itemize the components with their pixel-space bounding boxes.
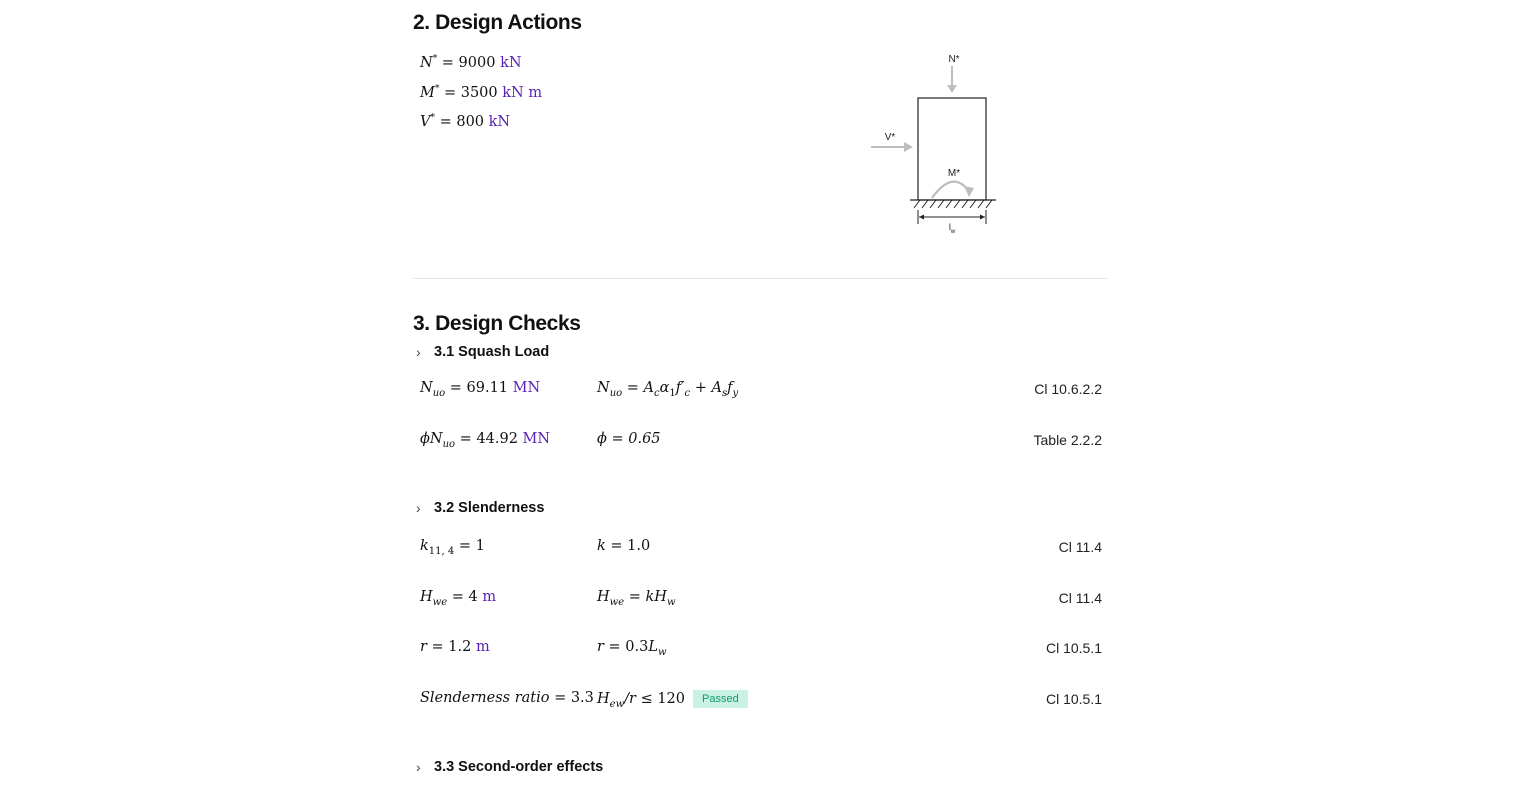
formula: ϕ = 0.65 [597, 431, 661, 447]
action-shear: V* = 800 kN [420, 113, 511, 130]
clause-reference: Cl 11.4 [1058, 539, 1102, 555]
check-row [420, 431, 1102, 455]
clause-reference: Cl 10.5.1 [1045, 691, 1102, 707]
action-axial: N* = 9000 kN [420, 54, 522, 71]
check-row [420, 690, 1102, 714]
subsection-toggle-slenderness[interactable] [416, 500, 544, 516]
check-row [420, 639, 1102, 663]
status-badge: Passed [693, 690, 748, 708]
shear-load-arrowhead [904, 142, 913, 152]
formula: $r = 0.3L_w$ [597, 639, 667, 658]
subsection-toggle-squash-load[interactable] [416, 344, 549, 360]
moment-label: M* [947, 168, 961, 179]
dimension-arrow-right [980, 215, 985, 220]
wall-outline [918, 98, 986, 200]
wall-loading-diagram [868, 48, 1003, 238]
result-value: $\phi N_{uo} = 44.92$ MN [420, 431, 551, 450]
chevron-right-icon: › [416, 759, 421, 775]
result-value: $k_{11, 4} = 1$ [420, 538, 485, 557]
subsection-toggle-second-order-effects[interactable] [416, 759, 603, 775]
section-title-design-actions: 2. Design Actions [413, 11, 582, 34]
axial-load-label: N* [948, 54, 960, 65]
formula: $N_{uo} = A_c\alpha_1f'_c + A_sf_y$ [597, 380, 739, 399]
clause-reference: Cl 10.6.2.2 [1034, 381, 1102, 397]
check-row [420, 589, 1102, 613]
formula: k = 1.0 [597, 538, 651, 554]
moment-arrowhead [964, 186, 974, 197]
section-title-design-checks: 3. Design Checks [413, 312, 581, 335]
clause-reference: Table 2.2.2 [1033, 432, 1102, 448]
subsection-title: 3.1 Squash Load [434, 344, 550, 360]
formula: $H_{ew}/r \le 120$ Passed [597, 690, 748, 710]
chevron-right-icon: › [416, 500, 421, 516]
subsection-title: 3.2 Slenderness [434, 500, 545, 516]
chevron-right-icon: › [416, 344, 421, 360]
axial-load-arrowhead [947, 85, 957, 93]
wall-length-label: $l_w$ [948, 222, 956, 235]
result-value: $H_{we} = 4$ m [420, 589, 497, 608]
check-row [420, 538, 1102, 562]
dimension-arrow-left [919, 215, 924, 220]
subsection-title: 3.3 Second-order effects [434, 759, 604, 775]
fixed-support-hatching [914, 200, 992, 208]
result-value: $N_{uo} = 69.11$ MN [420, 380, 541, 399]
result-value: r = 1.2 m [420, 639, 490, 655]
action-moment: M* = 3500 kN m [420, 84, 543, 101]
result-value: Slenderness ratio = 3.3 [420, 690, 594, 706]
moment-arc [932, 182, 968, 198]
formula: $H_{we} = kH_w$ [597, 589, 676, 608]
section-divider [413, 278, 1108, 279]
check-row [420, 380, 1102, 404]
shear-load-label: V* [884, 132, 896, 143]
clause-reference: Cl 11.4 [1058, 590, 1102, 606]
clause-reference: Cl 10.5.1 [1045, 640, 1102, 656]
